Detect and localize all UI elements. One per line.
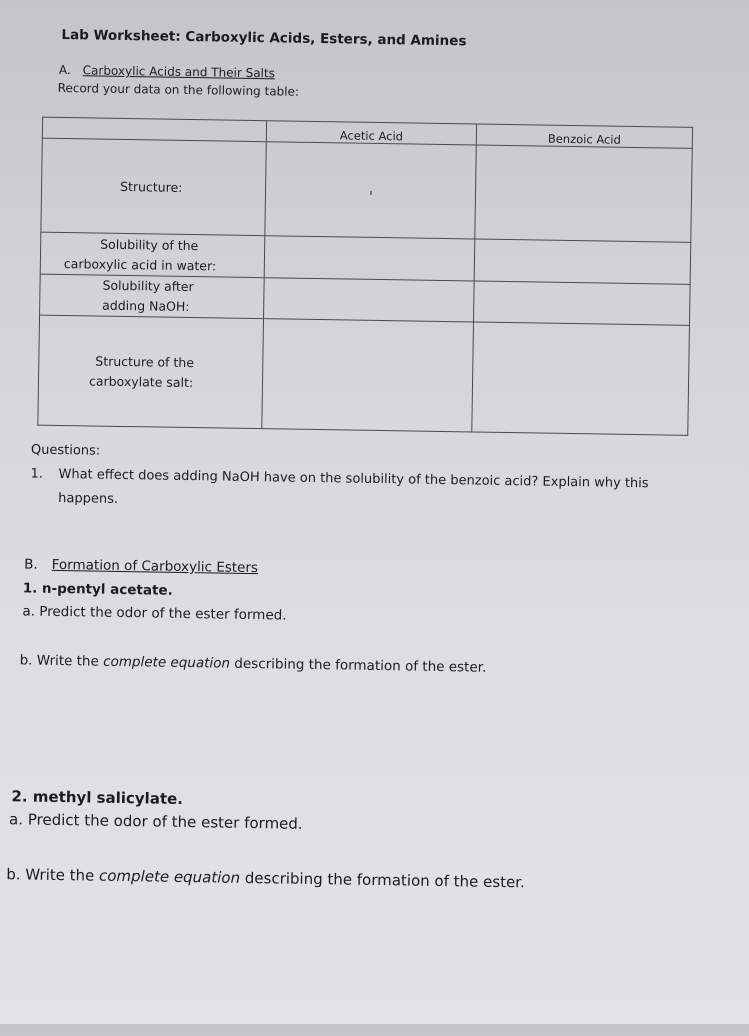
table-header-benzoic-acid: Benzoic Acid	[476, 124, 692, 148]
section-b-title: Formation of Carboxylic Esters	[51, 556, 259, 577]
table-header-acetic-acid: Acetic Acid	[266, 121, 476, 145]
section-a-marker: A.	[58, 62, 71, 78]
section-b-marker: B.	[24, 556, 38, 573]
ester-1-question-a: a. Predict the odor of the ester formed.	[22, 603, 287, 624]
question-1-number: 1.	[30, 466, 44, 482]
cell-acetic-structure[interactable]	[265, 142, 476, 239]
section-b-heading	[24, 556, 258, 576]
ester-2-question-a: a. Predict the odor of the ester formed.	[8, 810, 303, 833]
section-a-heading	[59, 63, 275, 80]
row-label-structure: Structure:	[41, 138, 266, 236]
pen-mark	[369, 191, 371, 195]
cell-benzoic-solubility-water[interactable]	[474, 239, 691, 284]
row-label-carboxylate-salt: Structure of the carboxylate salt:	[38, 315, 264, 429]
question-1	[30, 463, 649, 521]
cell-acetic-solubility-water[interactable]	[264, 236, 475, 281]
ester-2-title: 2. methyl salicylate.	[11, 787, 184, 808]
ester-1-title: 1. n-pentyl acetate.	[22, 580, 173, 599]
data-table	[37, 117, 693, 436]
cell-benzoic-solubility-naoh[interactable]	[474, 281, 691, 325]
ester-2-question-b: b. Write the complete equation describing the formation of the ester.	[6, 865, 525, 892]
cell-benzoic-salt[interactable]	[472, 322, 690, 435]
ester-1-question-b: b. Write the complete equation describing the formation of the ester.	[19, 652, 487, 676]
cell-benzoic-structure[interactable]	[475, 145, 692, 242]
question-1-text: What effect does adding NaOH have on the solubility of the benzoic acid? Explain why this	[58, 466, 649, 492]
row-label-solubility-naoh: Solubility after adding NaOH:	[40, 274, 265, 319]
table-instruction: Record your data on the following table:	[57, 80, 300, 99]
question-1-text-cont: happens.	[58, 490, 119, 507]
row-label-solubility-water: Solubility of the carboxylic acid in water:	[40, 232, 265, 278]
cell-acetic-solubility-naoh[interactable]	[264, 278, 475, 322]
questions-heading: Questions:	[30, 442, 101, 459]
section-a-title: Carboxylic Acids and Their Salts	[82, 63, 276, 81]
worksheet-title: Lab Worksheet: Carboxylic Acids, Esters, and Amines	[61, 26, 467, 50]
cell-acetic-salt[interactable]	[262, 319, 474, 432]
